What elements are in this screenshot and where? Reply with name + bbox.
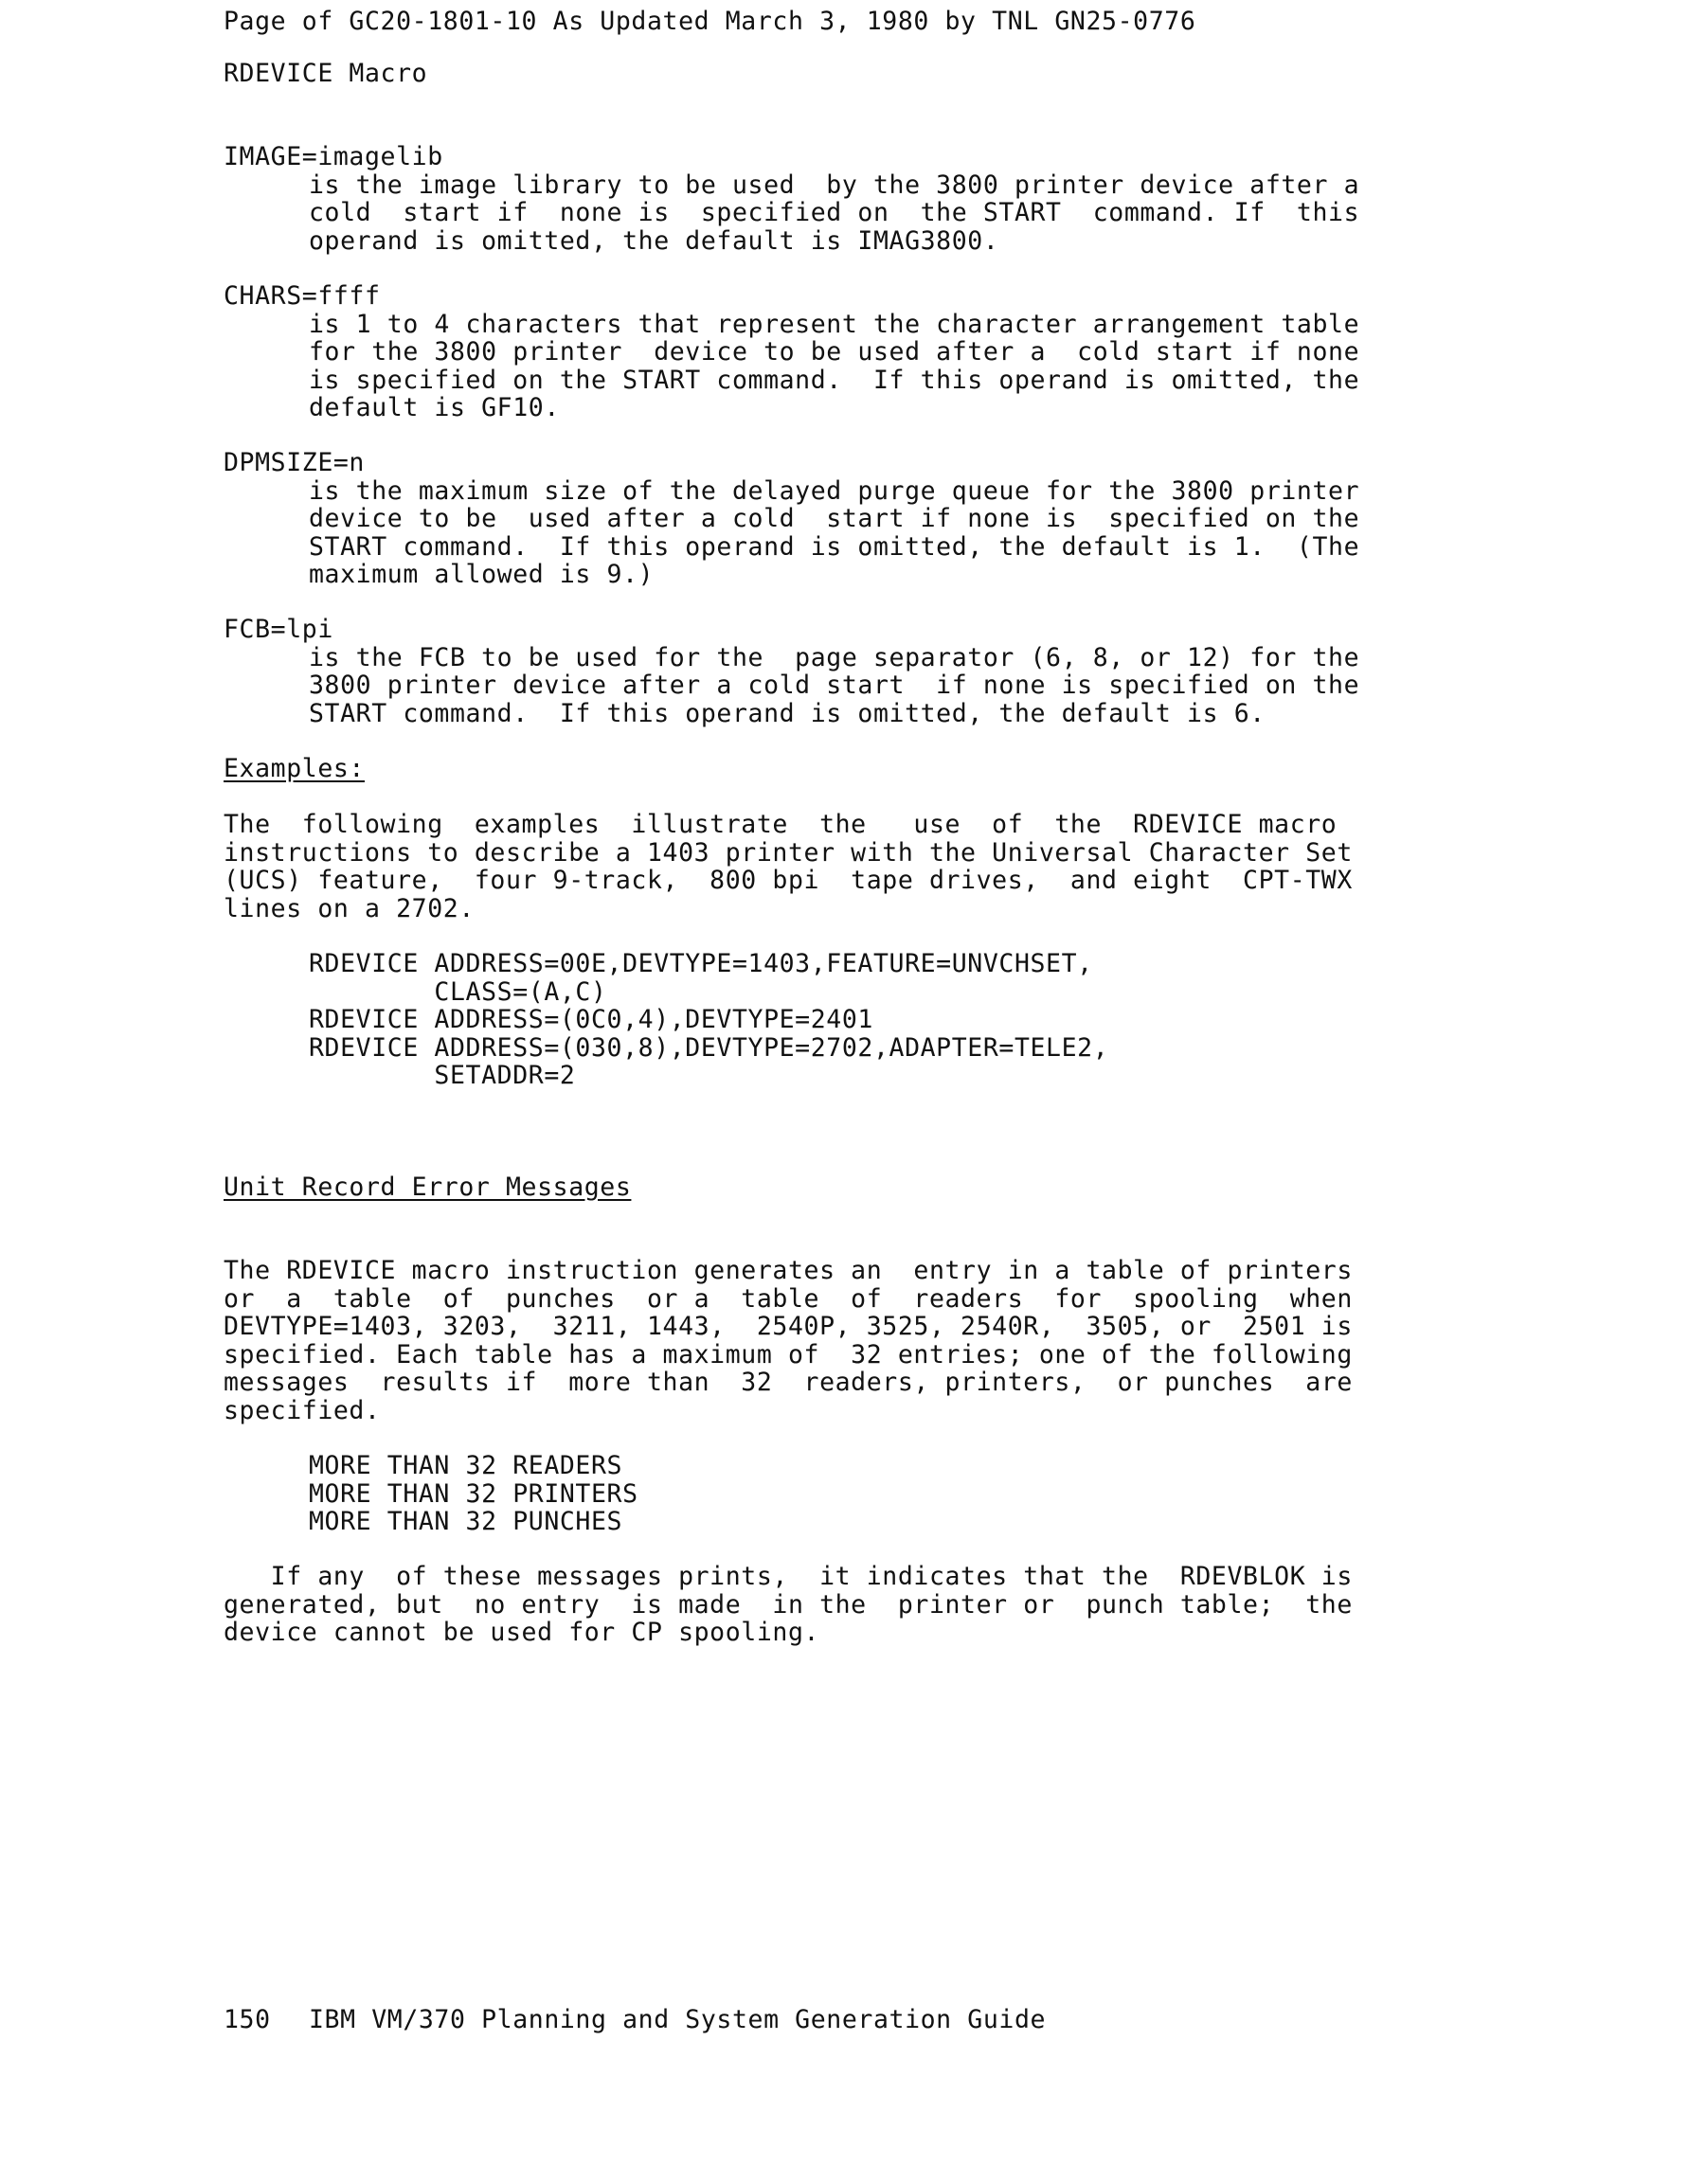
examples-heading: Examples: [224, 754, 365, 783]
code-line: RDEVICE ADDRESS=(0C0,4),DEVTYPE=2401 [309, 1005, 873, 1034]
operand-description-line: START command. If this operand is omitted, the default is 1. (The [309, 532, 1360, 562]
operand-description-line: default is GF10. [309, 393, 560, 422]
operand-description-line: is the maximum size of the delayed purge queue for the 3800 printer [309, 476, 1360, 506]
section-title: RDEVICE Macro [224, 59, 428, 88]
code-line: RDEVICE ADDRESS=00E,DEVTYPE=1403,FEATURE=UNVCHSET, [309, 949, 1093, 978]
examples-intro-line: The following examples illustrate the use of the RDEVICE macro [224, 810, 1338, 839]
unit-record-paragraph-line: or a table of punches or a table of readers for spooling when [224, 1284, 1353, 1314]
closing-paragraph-line: device cannot be used for CP spooling. [224, 1618, 820, 1647]
code-line: CLASS=(A,C) [309, 977, 607, 1007]
error-message: MORE THAN 32 PUNCHES [309, 1507, 623, 1536]
operand-description-line: maximum allowed is 9.) [309, 560, 655, 589]
unit-record-paragraph-line: specified. [224, 1396, 381, 1425]
operand-name: CHARS=ffff [224, 281, 381, 311]
code-line: SETADDR=2 [309, 1061, 576, 1090]
unit-record-heading: Unit Record Error Messages [224, 1173, 632, 1202]
closing-paragraph-line: generated, but no entry is made in the printer or punch table; the [224, 1590, 1353, 1620]
operand-description-line: START command. If this operand is omitted, the default is 6. [309, 699, 1266, 728]
operand-name: FCB=lpi [224, 615, 333, 644]
operand-name: DPMSIZE=n [224, 448, 365, 477]
operand-name: IMAGE=imagelib [224, 142, 443, 171]
update-notice: Page of GC20-1801-10 As Updated March 3, 1980 by TNL GN25-0776 [224, 7, 1196, 36]
operand-description-line: for the 3800 printer device to be used after a cold start if none [309, 337, 1360, 367]
page-number: 150 [224, 2005, 271, 2034]
error-message: MORE THAN 32 PRINTERS [309, 1479, 638, 1509]
operand-description-line: operand is omitted, the default is IMAG3800. [309, 226, 999, 256]
code-line: RDEVICE ADDRESS=(030,8),DEVTYPE=2702,ADAPTER=TELE2, [309, 1033, 1109, 1063]
error-message: MORE THAN 32 READERS [309, 1451, 623, 1480]
operand-description-line: is 1 to 4 characters that represent the character arrangement table [309, 310, 1360, 339]
examples-intro-line: lines on a 2702. [224, 894, 475, 923]
operand-description-line: is the image library to be used by the 3800 printer device after a [309, 170, 1360, 200]
unit-record-paragraph-line: messages results if more than 32 readers, printers, or punches are [224, 1368, 1353, 1397]
operand-description-line: is the FCB to be used for the page separator (6, 8, or 12) for the [309, 643, 1360, 672]
unit-record-paragraph-line: specified. Each table has a maximum of 32 entries; one of the following [224, 1340, 1353, 1369]
examples-intro-line: (UCS) feature, four 9-track, 800 bpi tape drives, and eight CPT-TWX [224, 866, 1353, 895]
book-title: IBM VM/370 Planning and System Generation Guide [309, 2005, 1047, 2034]
unit-record-paragraph-line: DEVTYPE=1403, 3203, 3211, 1443, 2540P, 3525, 2540R, 3505, or 2501 is [224, 1312, 1353, 1341]
unit-record-paragraph-line: The RDEVICE macro instruction generates an entry in a table of printers [224, 1256, 1353, 1285]
operand-description-line: 3800 printer device after a cold start if none is specified on the [309, 671, 1360, 700]
examples-intro-line: instructions to describe a 1403 printer with the Universal Character Set [224, 838, 1353, 868]
operand-description-line: cold start if none is specified on the START command. If this [309, 198, 1360, 227]
operand-description-line: device to be used after a cold start if none is specified on the [309, 504, 1360, 533]
closing-paragraph-line: If any of these messages prints, it indicates that the RDEVBLOK is [224, 1562, 1353, 1591]
operand-description-line: is specified on the START command. If this operand is omitted, the [309, 366, 1360, 395]
